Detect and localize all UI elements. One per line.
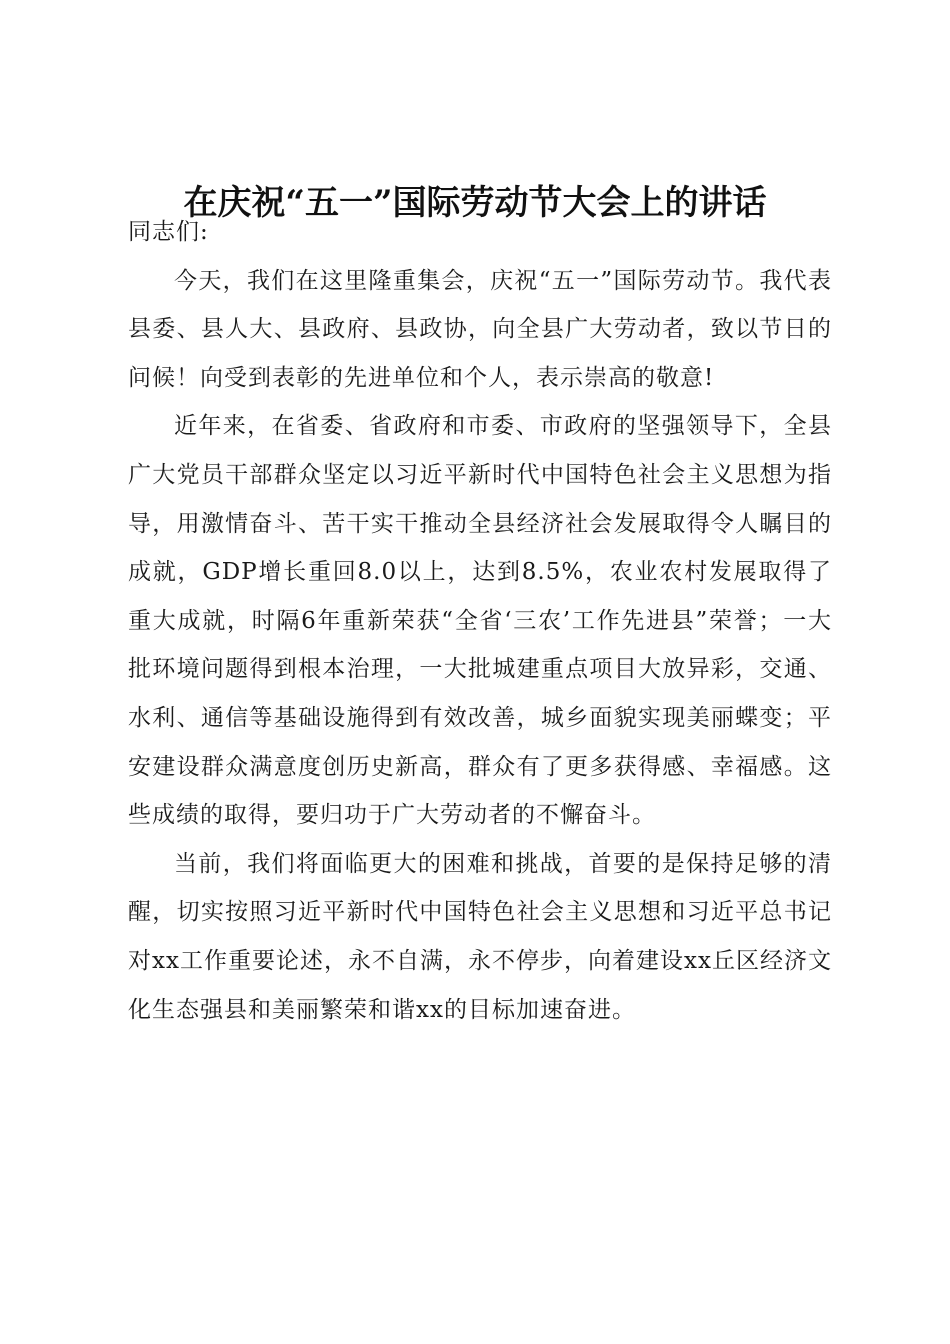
paragraph-1: 今天，我们在这里隆重集会，庆祝“五一”国际劳动节。我代表县委、县人大、县政府、县政协，向全县广大劳动者，致以节日的问候！向受到表彰的先进单位和个人，表示崇高的敬意! [128, 267, 832, 391]
salutation: 同志们: [128, 219, 209, 245]
document-title: 在庆祝“五一”国际劳动节大会上的讲话 [183, 183, 767, 223]
paragraph-3: 当前，我们将面临更大的困难和挑战，首要的是保持足够的清醒，切实按照习近平新时代中国特色社会主义思想和习近平总书记对xx工作重要论述，永不自满，永不停步，向着建设xx丘区经济文化生态强县和美丽繁荣和谐xx的目标加速奋进。 [128, 850, 832, 1023]
paragraph-2: 近年来，在省委、省政府和市委、市政府的坚强领导下，全县广大党员干部群众坚定以习近平新时代中国特色社会主义思想为指导，用激情奋斗、苦干实干推动全县经济社会发展取得令人瞩目的成就，GDP增长重回8.0以上，达到8.5%，农业农村发展取得了重大成就，时隔6年重新荣获“全省‘三农’工作先进县”荣誉；一大批环境问题得到根本治理，一大批城建重点项目大放异彩，交通、水利、通信等基础设施得到有效改善，城乡面貌实现美丽蝶变；平安建设群众满意度创历史新高，群众有了更多获得感、幸福感。这些成绩的取得，要归功于广大劳动者的不懈奋斗。 [128, 413, 832, 829]
document-body [128, 208, 832, 1034]
